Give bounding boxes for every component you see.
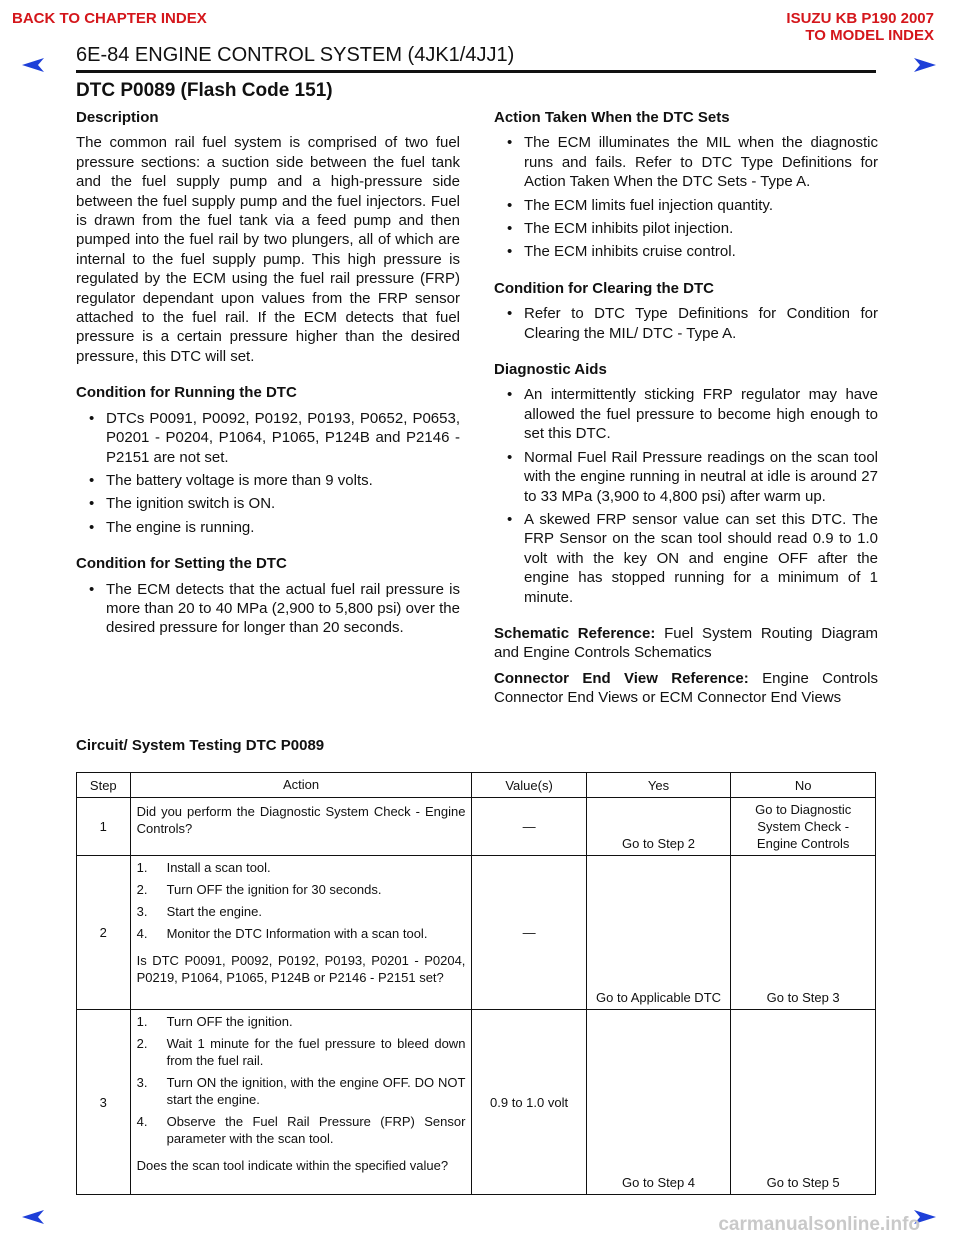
step-yes: Go to Step 4 — [586, 1010, 731, 1195]
back-to-chapter-index-link[interactable]: BACK TO CHAPTER INDEX — [12, 10, 207, 27]
schematic-reference — [494, 624, 878, 663]
list-item: 1. Install a scan tool. — [137, 859, 466, 876]
header-rule — [76, 70, 876, 73]
header-no: No — [731, 773, 876, 798]
description-section — [76, 108, 460, 366]
step-yes: Go to Applicable DTC — [586, 856, 731, 1010]
setting-condition-heading: Condition for Setting the DTC — [76, 555, 287, 573]
list-item: 4. Monitor the DTC Information with a scan tool. — [137, 925, 466, 942]
list-item: 2. Turn OFF the ignition for 30 seconds. — [137, 881, 466, 898]
step-no: Go to Step 5 — [731, 1010, 876, 1195]
action-taken-heading: Action Taken When the DTC Sets — [494, 109, 730, 126]
list-item: • The ECM illuminates the MIL when the diagnostic runs and fails. Refer to DTC Type Definitions for Action Taken When the DTC Sets - Type A. — [494, 133, 878, 191]
list-item: • An intermittently sticking FRP regulator may have allowed the fuel pressure to become high enough to set this DTC. — [494, 385, 878, 443]
step-no: Go to Diagnostic System Check - Engine Controls — [731, 798, 876, 856]
description-heading: Description — [76, 109, 159, 126]
step-number: 2 — [77, 856, 131, 1010]
list-item: • The ECM inhibits cruise control. — [494, 242, 878, 261]
running-condition-section — [76, 383, 460, 537]
schematic-reference-label: Schematic Reference: — [494, 624, 656, 642]
diagnostic-aids-heading: Diagnostic Aids — [494, 361, 607, 379]
dtc-title: DTC P0089 (Flash Code 151) — [76, 80, 333, 101]
list-item: • Refer to DTC Type Definitions for Condition for Clearing the MIL/ DTC - Type A. — [494, 304, 878, 343]
list-item: • The ECM limits fuel injection quantity. — [494, 196, 878, 215]
list-item: • Normal Fuel Rail Pressure readings on the scan tool with the engine running in neutral at idle is around 27 to 33 MPa (3,900 to 4,800 psi) after warm up. — [494, 448, 878, 506]
watermark: carmanualsonline.info — [718, 1214, 920, 1235]
list-item: • The battery voltage is more than 9 volts. — [76, 471, 460, 490]
schematic-reference-text: Fuel System Routing Diagram and Engine Controls Schematics — [494, 624, 878, 662]
setting-condition-section — [76, 554, 460, 638]
header-step: Step — [77, 773, 131, 798]
description-text: The common rail fuel system is comprised of two fuel pressure sections: a suction side between the fuel tank and the fuel supply pump and a high-pressure side between the fuel supply pump and the fuel injectors. Fuel is drawn from the fuel tank via a feed pump and then pumped into the fuel rail by two plungers, all of which are internal to the fuel supply pump. This high pressure is regulated by the ECM using the fuel rail pressure (FRP) regulator dependant upon values from the FRP sensor attached to the fuel rail. If the ECM detects that fuel pressure is a certain pressure higher than the desired pressure, this DTC will set. — [76, 134, 460, 365]
list-item: 3. Turn ON the ignition, with the engine OFF. DO NOT start the engine. — [137, 1074, 466, 1108]
list-item: • The engine is running. — [76, 518, 460, 537]
table-row — [77, 798, 876, 856]
step-action — [130, 856, 472, 1010]
step-action — [130, 1010, 472, 1195]
step-action — [130, 798, 472, 856]
step-value: 0.9 to 1.0 volt — [472, 1010, 586, 1195]
step-yes: Go to Step 2 — [586, 798, 731, 856]
to-model-index-link[interactable]: TO MODEL INDEX — [805, 27, 934, 44]
action-question: Did you perform the Diagnostic System Check - Engine Controls? — [136, 804, 466, 836]
list-item: • The ECM inhibits pilot injection. — [494, 219, 878, 238]
step-no: Go to Step 3 — [731, 856, 876, 1010]
list-item: • The ignition switch is ON. — [76, 494, 460, 513]
model-name: ISUZU KB P190 2007 — [786, 10, 934, 27]
clearing-condition-heading: Condition for Clearing the DTC — [494, 279, 714, 297]
list-item: • The ECM detects that the actual fuel rail pressure is more than 20 to 40 MPa (2,900 to 5,800 psi) over the desired pressure for longer than 20 seconds. — [76, 580, 460, 638]
list-item: 3. Start the engine. — [137, 903, 466, 920]
table-row — [77, 856, 876, 1010]
page-header-title: 6E-84 ENGINE CONTROL SYSTEM (4JK1/4JJ1) — [76, 44, 515, 66]
clearing-condition-section — [494, 279, 878, 343]
header-action: Action — [130, 773, 472, 798]
right-column — [494, 108, 878, 708]
step-value: — — [472, 856, 586, 1010]
step-number: 3 — [77, 1010, 131, 1195]
action-taken-section — [494, 108, 878, 262]
previous-page-arrow-bottom-icon[interactable] — [20, 1208, 46, 1226]
list-item: 2. Wait 1 minute for the fuel pressure to bleed down from the fuel rail. — [137, 1035, 466, 1069]
connector-reference — [494, 669, 878, 708]
list-item: • A skewed FRP sensor value can set this DTC. The FRP Sensor on the scan tool should read 0.9 to 1.0 volt with the key ON and engine OFF after the engine has stopped running for a minimum of 1 minute. — [494, 510, 878, 607]
connector-reference-label: Connector End View Reference: — [494, 669, 749, 687]
left-column — [76, 108, 460, 655]
circuit-testing-title: Circuit/ System Testing DTC P0089 — [76, 737, 325, 754]
action-question: Does the scan tool indicate within the specified value? — [136, 1158, 449, 1173]
list-item: 4. Observe the Fuel Rail Pressure (FRP) Sensor parameter with the scan tool. — [137, 1113, 466, 1147]
connector-reference-text: Engine Controls Connector End Views or ECM Connector End Views — [494, 669, 878, 707]
table-row — [77, 1010, 876, 1195]
next-page-arrow-icon[interactable] — [912, 56, 938, 74]
header-yes: Yes — [586, 773, 731, 798]
step-number: 1 — [77, 798, 131, 856]
table-header-row — [77, 773, 876, 798]
diagnostic-aids-section — [494, 360, 878, 607]
diagnostic-steps-table — [76, 772, 876, 1195]
list-item: 1. Turn OFF the ignition. — [137, 1013, 466, 1030]
list-item: • DTCs P0091, P0092, P0192, P0193, P0652, P0653, P0201 - P0204, P1064, P1065, P124B and P2146 - P2151 are not set. — [76, 409, 460, 467]
model-index-nav[interactable] — [786, 10, 934, 44]
action-question: Is DTC P0091, P0092, P0192, P0193, P0201 - P0204, P0219, P1064, P1065, P124B or P2146 - P2151 set? — [136, 953, 466, 985]
running-condition-heading: Condition for Running the DTC — [76, 384, 297, 402]
previous-page-arrow-icon[interactable] — [20, 56, 46, 74]
header-values: Value(s) — [472, 773, 586, 798]
step-value: — — [472, 798, 586, 856]
